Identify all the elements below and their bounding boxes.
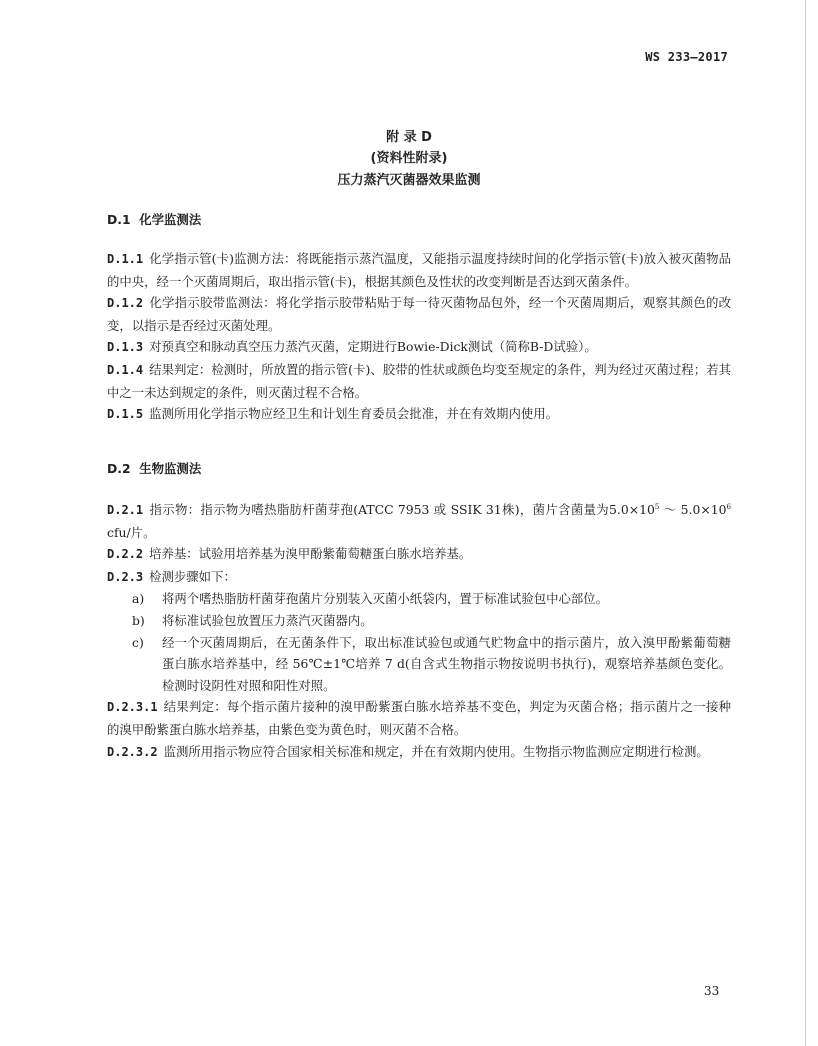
clause-number: D.2.3: [107, 569, 144, 584]
section-d1: [107, 209, 731, 231]
clause-d1-3: [107, 336, 731, 359]
clause-text: 结果判定：检测时，所放置的指示管(卡)、胶带的性状或颜色均变至规定的条件，判为经过灭菌过程；若其中之一未达到规定的条件，则灭菌过程不合格。: [107, 361, 731, 400]
appendix-label: 附 录 D: [386, 130, 432, 145]
clause-d1-2: [107, 292, 731, 336]
section-d1-body: [107, 248, 731, 426]
clause-text: 结果判定：每个指示菌片接种的溴甲酚紫蛋白胨水培养基不变色，判定为灭菌合格；指示菌片之一接种的溴甲酚紫蛋白胨水培养基，由紫色变为黄色时，则灭菌不合格。: [107, 699, 731, 737]
clause-text: cfu/片。: [107, 524, 156, 540]
clause-d2-3-2: [107, 741, 731, 764]
section-d2-body: [107, 499, 731, 763]
section-title: [107, 209, 731, 231]
clause-number: D.2.1: [107, 503, 144, 517]
list-label: b): [132, 612, 145, 628]
section-title-text: 化学监测法: [139, 212, 202, 227]
clause-number: D.2.3.2: [107, 744, 158, 759]
clause-number: D.1.5: [107, 407, 144, 422]
clause-text: 监测所用指示物应符合国家相关标准和规定，并在有效期内使用。生物指示物监测应定期进行检测。: [163, 743, 709, 759]
clause-text: ～ 5.0×10: [659, 502, 727, 517]
exponent: 5: [654, 503, 660, 511]
clause-d2-2: [107, 543, 731, 566]
clause-d1-5: [107, 403, 731, 426]
clause-d2-1: [107, 499, 731, 543]
clause-text: 检测步骤如下：: [149, 568, 236, 584]
clause-text: 指示物：指示物为嗜热脂肪杆菌芽孢(ATCC 7953 或 SSIK 31株)，菌片含菌量为5.0×10: [149, 502, 655, 517]
clause-number: D.2.2: [107, 547, 144, 562]
list-text: 将标准试验包放置压力蒸汽灭菌器内。: [162, 612, 373, 628]
list-item-step-a: [107, 588, 731, 610]
clause-d2-3-1: [107, 696, 731, 740]
list-label: a): [132, 591, 145, 607]
exponent: 6: [726, 503, 731, 511]
clause-number: D.1.4: [107, 362, 144, 377]
list-item-step-b: [107, 610, 731, 632]
clause-number: D.2.3.1: [107, 700, 158, 715]
clause-d1-1: [107, 248, 731, 292]
section-number: D.2: [107, 461, 131, 476]
clause-text: 培养基：试验用培养基为溴甲酚紫葡萄糖蛋白胨水培养基。: [149, 546, 472, 562]
page-number: 33: [704, 984, 720, 998]
section-title: [107, 458, 731, 480]
clause-number: D.1.3: [107, 340, 144, 355]
section-d2: [107, 458, 731, 480]
list-label: c): [132, 634, 144, 650]
appendix-type: (资料性附录): [370, 151, 448, 166]
clause-text: 对预真空和脉动真空压力蒸汽灭菌，定期进行Bowie-Dick测试（简称B-D试验）。: [149, 339, 597, 355]
clause-number: D.1.2: [107, 296, 144, 311]
clause-d2-3: [107, 566, 731, 589]
clause-text: 监测所用化学指示物应经卫生和计划生育委员会批准，并在有效期内使用。: [149, 406, 559, 422]
clause-number: D.1.1: [107, 252, 144, 266]
clause-text: 化学指示胶带监测法：将化学指示胶带粘贴于每一待灭菌物品包外，经一个灭菌周期后，观察其颜色的改变，以指示是否经过灭菌处理。: [107, 295, 731, 333]
list-text: 将两个嗜热脂肪杆菌芽孢菌片分别装入灭菌小纸袋内，置于标准试验包中心部位。: [162, 591, 609, 607]
clause-text: 化学指示管(卡)监测方法：将既能指示蒸汽温度，又能指示温度持续时间的化学指示管(卡)放入被灭菌物品的中央，经一个灭菌周期后，取出指示管(卡)，根据其颜色及性状的改变判断是否达到灭菌条件。: [107, 251, 731, 289]
list-text: 经一个灭菌周期后，在无菌条件下，取出标准试验包或通气贮物盒中的指示菌片，放入溴甲酚紫葡萄糖蛋白胨水培养基中，经 56℃±1℃培养 7 d(自含式生物指示物按说明书执行)，观察培养基颜色变化。检测时设阴性对照和阳性对照。: [162, 634, 731, 693]
list-item-step-c: [107, 632, 731, 697]
document-number: WS 233—2017: [645, 50, 728, 64]
appendix-title: 压力蒸汽灭菌器效果监测: [337, 173, 481, 188]
clause-d1-4: [107, 359, 731, 403]
section-number: D.1: [107, 212, 131, 227]
section-title-text: 生物监测法: [139, 461, 202, 476]
